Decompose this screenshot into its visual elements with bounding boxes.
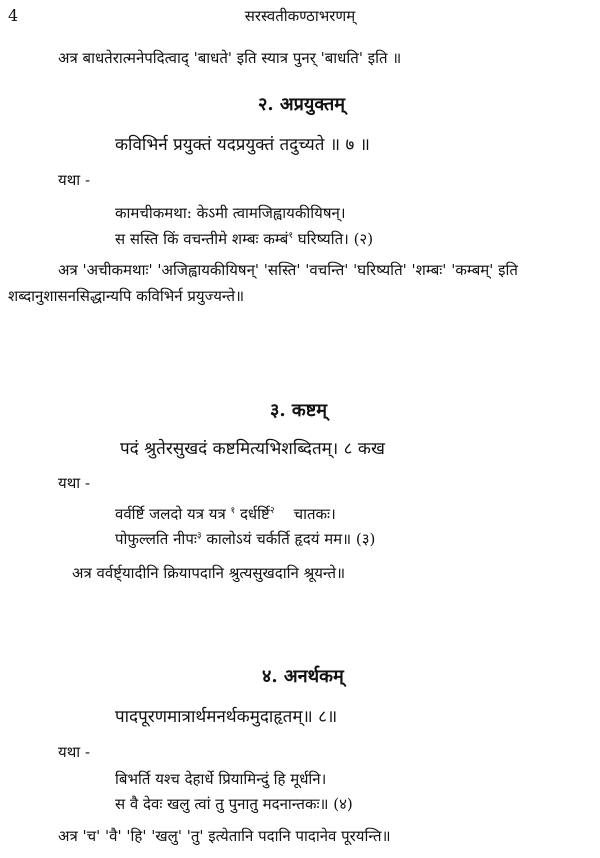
yatha-label: यथा - (58, 474, 91, 492)
section-definition: पादपूरणमात्रार्थमनर्थकमुदाहृतम्॥ ८॥ (115, 707, 338, 727)
footnote-marker: १ (288, 231, 294, 241)
running-header: सरस्वतीकण्ठाभरणम् (244, 7, 356, 25)
yatha-label: यथा - (58, 171, 91, 189)
example-line: स वै देवः खलु त्वां तु पुनातु मदनान्तकः॥ (४) (115, 795, 353, 813)
example-line (115, 503, 336, 524)
section-definition: पदं श्रुतेरसुखदं कष्टमित्यभिशब्दितम्। ८ कख (120, 439, 385, 459)
page-number: 4 (8, 6, 19, 25)
intro-line: अत्र बाधतेरात्मनेपदित्वाद् 'बाधते' इति स्यात्र पुनर् 'बाधति' इति ॥ (58, 49, 402, 67)
example-text: वर्वर्ष्टि जलदो यत्र यत्र (115, 505, 231, 523)
section-heading: ४. अनर्थकम् (262, 666, 344, 687)
footnote-marker: १ (230, 506, 236, 516)
commentary-line: अत्र 'च' 'वै' 'हि' 'खलु' 'तु' इत्येतानि पदानि पादानेव पूरयन्ति॥ (58, 827, 391, 845)
commentary-line: अत्र वर्वर्ष्ट्यादीनि क्रियापदानि श्रुत्यसुखदानि श्रूयन्ते॥ (72, 564, 346, 582)
commentary-line: शब्दानुशासनसिद्धान्यपि कविभिर्न प्रयुज्यन्ते॥ (8, 287, 245, 305)
example-text: स सस्ति किं वचन्तीमे शम्बः कम्बं (115, 230, 289, 248)
yatha-label: यथा - (58, 743, 91, 761)
footnote-marker: ३ (196, 531, 202, 541)
example-text: घरिष्यति। (२) (293, 230, 374, 248)
example-line: कामचीकमथा: केऽमी त्वामजिह्वायकीयिषन्। (115, 204, 346, 222)
example-line (115, 528, 375, 549)
section-definition: कविभिर्न प्रयुक्तं यदप्रयुक्तं तदुच्यते ॥ ७ ॥ (115, 135, 370, 155)
example-text: पोफुल्लति नीपः (115, 530, 197, 548)
section-heading: २. अप्रयुक्तम् (258, 94, 345, 115)
example-text: चातकः। (274, 505, 336, 523)
example-text: कालोऽयं चर्कर्ति हृदयं मम॥ (३) (201, 530, 376, 548)
footnote-marker: २ (269, 506, 275, 516)
section-heading: ३. कष्टम् (270, 400, 327, 421)
commentary-line: अत्र 'अचीकमथाः' 'अजिह्वायकीयिषन्' 'सस्ति' 'वचन्ति' 'घरिष्यति' 'शम्बः' 'कम्बम्' इति (58, 261, 518, 279)
example-line (115, 228, 373, 249)
example-text: दर्धर्ष्टि (235, 505, 270, 523)
example-line: बिभर्ति यश्च देहार्धे प्रियामिन्दुं हि मूर्धनि। (115, 770, 327, 788)
